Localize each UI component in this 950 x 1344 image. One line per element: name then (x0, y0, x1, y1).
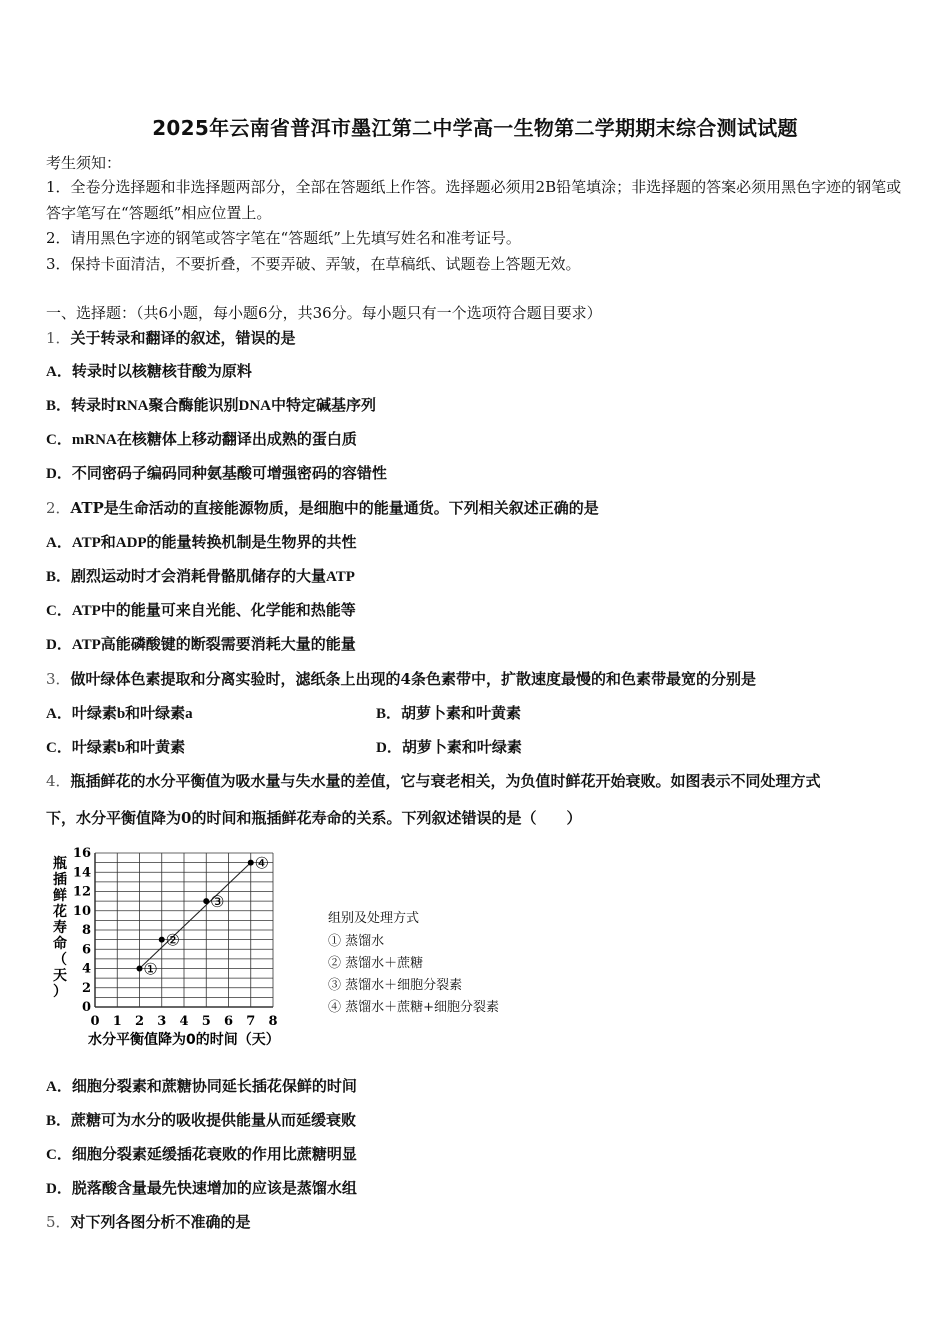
question-number: 5． (46, 1213, 71, 1231)
y-tick-label: 14 (72, 865, 91, 881)
chart-grid (95, 853, 273, 1007)
question-stem: ATP是生命活动的直接能源物质，是细胞中的能量通货。下列相关叙述正确的是 (70, 499, 599, 517)
question-1 (46, 327, 296, 348)
data-point (159, 937, 165, 943)
option-4d: D．脱落酸含量最先快速增加的应该是蒸馏水组 (46, 1181, 357, 1197)
option-3c: C．叶绿素b和叶黄素 (46, 740, 186, 756)
x-tick-label: 4 (179, 1014, 189, 1029)
data-point (137, 966, 143, 972)
option-1c: C．mRNA在核糖体上移动翻译出成熟的蛋白质 (46, 432, 357, 448)
option-3b: B．胡萝卜素和叶黄素 (376, 706, 522, 722)
question-stem: 下，水分平衡值降为0的时间和瓶插鲜花寿命的关系。下列叙述错误的是（ ） (46, 809, 582, 827)
y-tick-label: 16 (72, 846, 91, 861)
option-3a: A．叶绿素b和叶绿素a (46, 706, 193, 722)
data-point (248, 860, 254, 866)
question-stem: 瓶插鲜花的水分平衡值为吸水量与失水量的差值，它与衰老相关，为负值时鲜花开始衰败。如图表示不同处理方式 (70, 772, 821, 790)
option-2c: C．ATP中的能量可来自光能、化学能和热能等 (46, 603, 356, 619)
question-stem: 做叶绿体色素提取和分离实验时，滤纸条上出现的4条色素带中，扩散速度最慢的和色素带最宽的分别是 (70, 670, 756, 688)
legend-title: 组别及处理方式 (328, 911, 420, 926)
x-axis-label: 水分平衡值降为0的时间（天） (88, 1032, 280, 1048)
y-tick-label: 4 (81, 961, 91, 977)
legend-item-4: ④ 蒸馏水＋蔗糖+细胞分裂素 (328, 1000, 500, 1015)
page-title: 2025年云南省普洱市墨江第二中学高一生物第二学期期末综合测试试题 (152, 116, 798, 140)
legend-item-2: ② 蒸馏水＋蔗糖 (328, 956, 424, 971)
data-point (203, 898, 209, 904)
x-tick-label: 7 (246, 1014, 256, 1029)
x-tick-label: 3 (157, 1014, 167, 1029)
question-number: 2． (46, 499, 71, 517)
y-axis-label-char: 插 (53, 872, 67, 888)
y-tick-label: 0 (81, 1000, 91, 1015)
point-label: ① (143, 959, 158, 979)
y-tick-label: 6 (81, 942, 91, 958)
x-tick-label: 5 (201, 1014, 211, 1029)
option-4a: A．细胞分裂素和蔗糖协同延长插花保鲜的时间 (46, 1079, 357, 1095)
option-2a: A．ATP和ADP的能量转换机制是生物界的共性 (46, 535, 357, 551)
y-tick-label: 8 (81, 923, 91, 938)
question-2 (46, 497, 599, 518)
notice-item-2: 2．请用黑色字迹的钢笔或答字笔在“答题纸”上先填写姓名和准考证号。 (46, 229, 521, 247)
option-2d: D．ATP高能磷酸键的断裂需要消耗大量的能量 (46, 637, 356, 653)
notice-item-3: 3．保持卡面清洁，不要折叠，不要弄破、弄皱，在草稿纸、试题卷上答题无效。 (46, 255, 581, 273)
y-axis-label-char: 花 (53, 904, 67, 920)
question-4-line2 (46, 807, 581, 828)
point-label: ④ (254, 853, 269, 873)
y-tick-label: 2 (81, 980, 91, 996)
question-4-line1 (46, 770, 821, 791)
y-tick-labels (73, 846, 91, 1015)
option-3d: D．胡萝卜素和叶绿素 (376, 740, 522, 756)
question-5 (46, 1211, 251, 1232)
x-tick-label: 6 (223, 1014, 234, 1029)
question-stem: 对下列各图分析不准确的是 (70, 1213, 251, 1231)
legend-item-1: ① 蒸馏水 (328, 934, 385, 949)
question-number: 3． (46, 670, 71, 688)
y-axis-label-char: 天 (53, 968, 67, 984)
y-axis-label-char: 寿 (53, 920, 67, 936)
notice-item-1: 1．全卷分选择题和非选择题两部分，全部在答题纸上作答。选择题必须用2B铅笔填涂；非选择题的答案必须用黑色字迹的钢笔或答字笔写在“答题纸”相应位置上。 (46, 178, 902, 222)
legend-item-3: ③ 蒸馏水＋细胞分裂素 (328, 978, 463, 993)
y-tick-label: 12 (72, 884, 91, 900)
x-tick-label: 2 (134, 1014, 145, 1029)
question-number: 4． (46, 772, 71, 790)
question-number: 1． (46, 329, 71, 347)
option-1a: A．转录时以核糖核苷酸为原料 (46, 364, 252, 380)
notice-heading: 考生须知： (46, 154, 122, 172)
y-axis-label-char: （ (53, 952, 67, 968)
option-4b: B．蔗糖可为水分的吸收提供能量从而延缓衰败 (46, 1113, 357, 1129)
option-1b: B．转录时RNA聚合酶能识别DNA中特定碱基序列 (46, 398, 377, 414)
question-stem: 关于转录和翻译的叙述，错误的是 (70, 329, 296, 347)
option-1d: D．不同密码子编码同种氨基酸可增强密码的容错性 (46, 466, 387, 482)
y-axis-label (52, 855, 67, 1000)
x-tick-label: 0 (90, 1014, 100, 1029)
point-label: ③ (210, 892, 225, 912)
x-tick-label: 8 (268, 1014, 278, 1029)
y-axis-label-char: 鲜 (53, 888, 67, 904)
question-3 (46, 668, 756, 689)
option-2b: B．剧烈运动时才会消耗骨骼肌储存的大量ATP (46, 569, 355, 585)
trend-line (140, 863, 251, 969)
y-axis-label-char: 瓶 (53, 856, 67, 872)
point-label: ② (165, 930, 180, 950)
x-tick-labels (90, 1014, 277, 1029)
x-tick-label: 1 (112, 1014, 122, 1029)
section-heading: 一、选择题：（共6小题，每小题6分，共36分。每小题只有一个选项符合题目要求） (46, 304, 602, 322)
option-4c: C．细胞分裂素延缓插花衰败的作用比蔗糖明显 (46, 1147, 357, 1163)
y-axis-label-char: 命 (53, 936, 67, 952)
y-tick-label: 10 (72, 903, 91, 919)
y-axis-label-char: ） (53, 984, 67, 1000)
chart (44, 842, 344, 1054)
